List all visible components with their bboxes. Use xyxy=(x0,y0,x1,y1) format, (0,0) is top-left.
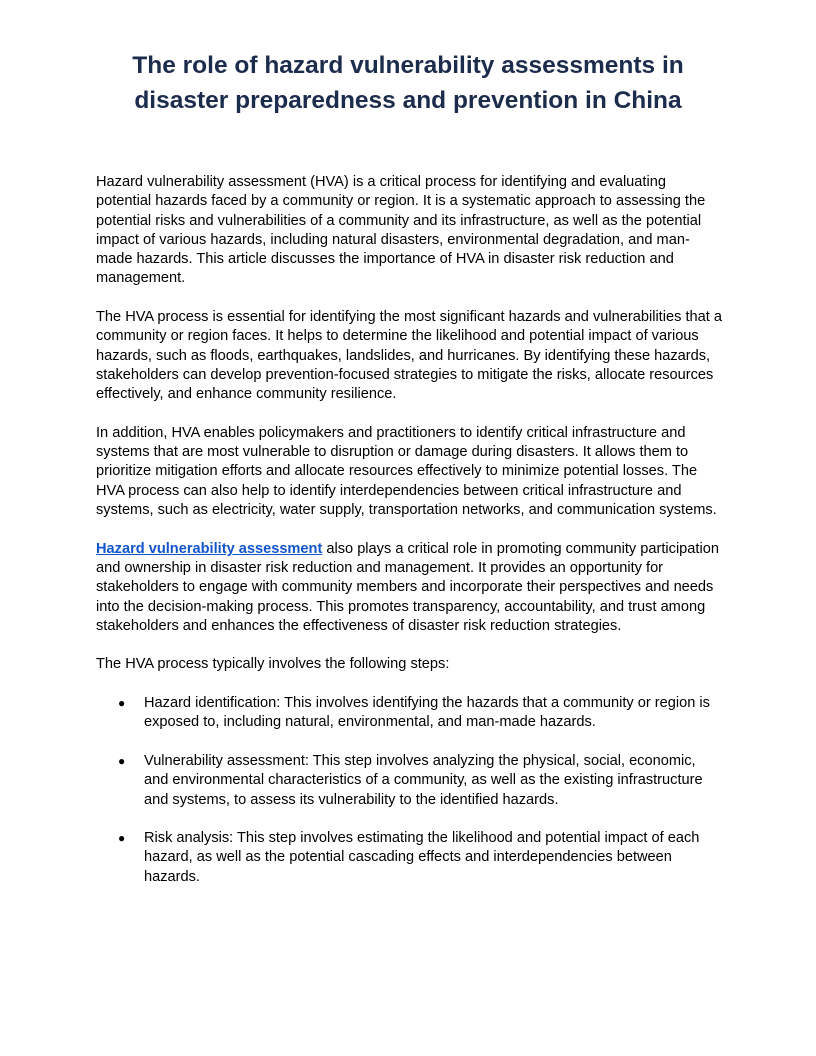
steps-list xyxy=(96,694,722,887)
step-text: Hazard identification: This involves identifying the hazards that a community or region is exposed to, including natural, environmental, and man-made hazards. xyxy=(144,695,710,731)
hva-link[interactable]: Hazard vulnerability assessment xyxy=(96,540,323,557)
step-text: Vulnerability assessment: This step involves analyzing the physical, social, economic, and environmental characteristics of a community, as well as the existing infrastructure and systems, to assess its vulnerability to the identified hazards. xyxy=(144,752,703,808)
intro-paragraph: Hazard vulnerability assessment (HVA) is a critical process for identifying and evaluating potential hazards faced by a community or region. It is a systematic approach to assessing the potential risks and vulnerabilities of a community and its infrastructure, as well as the potential impact of various hazards, including natural disasters, environmental degradation, and man-made hazards. This article discusses the importance of HVA in disaster risk reduction and management. xyxy=(96,174,706,287)
list-item xyxy=(96,694,722,733)
participation-paragraph xyxy=(96,540,722,636)
bullet-icon: ● xyxy=(118,753,126,768)
list-item xyxy=(96,752,722,810)
bullet-icon: ● xyxy=(118,696,126,711)
document-title: The role of hazard vulnerability assessments in disaster preparedness and prevention in China xyxy=(132,52,684,114)
step-text: Risk analysis: This step involves estimating the likelihood and potential impact of each hazard, as well as the potential cascading effects and interdependencies between hazards. xyxy=(144,830,700,885)
steps-intro: The HVA process typically involves the following steps: xyxy=(96,656,450,673)
participation-paragraph-text: also plays a critical role in promoting community participation and ownership in disaster risk reduction and management. It provides an opportunity for stakeholders to engage with community members and incorporate their perspectives and needs into the decision-making process. This promotes transparency, accountability, and trust among stakeholders and enhances the effectiveness of disaster risk reduction strategies. xyxy=(96,540,719,634)
list-item xyxy=(96,829,722,887)
infrastructure-paragraph: In addition, HVA enables policymakers and practitioners to identify critical infrastructure and systems that are most vulnerable to disruption or damage during disasters. It allows them to prioritize mitigation efforts and allocate resources effectively to minimize potential losses. The HVA process can also help to identify interdependencies between critical infrastructure and systems, such as electricity, water supply, transportation networks, and communication systems. xyxy=(96,424,717,519)
document-body xyxy=(96,173,722,906)
bullet-icon: ● xyxy=(118,831,126,846)
hva-process-paragraph: The HVA process is essential for identifying the most significant hazards and vulnerabilities that a community or region faces. It helps to determine the likelihood and potential impact of various hazards, such as floods, earthquakes, landslides, and hurricanes. By identifying these hazards, stakeholders can develop prevention-focused strategies to mitigate the risks, allocate resources effectively, and enhance community resilience. xyxy=(96,309,722,403)
